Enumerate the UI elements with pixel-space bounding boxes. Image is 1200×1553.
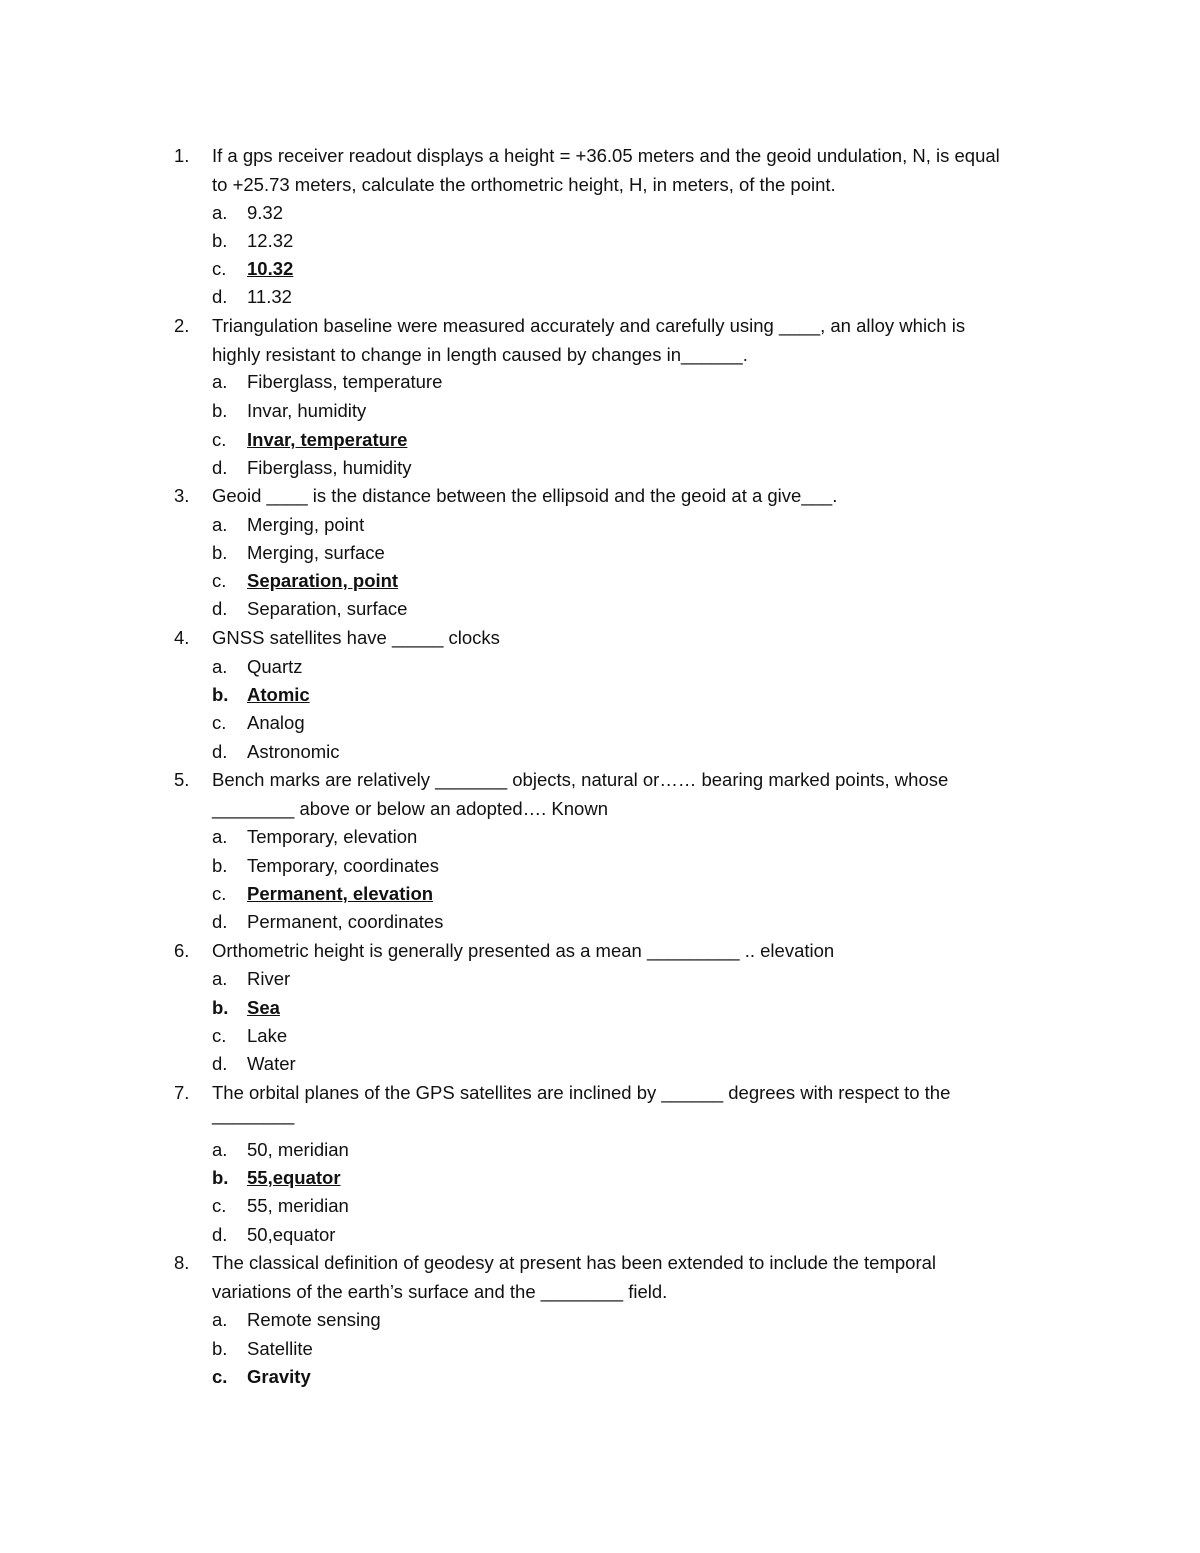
option-2d (0, 453, 1200, 482)
option-letter: d. (212, 1053, 228, 1074)
option-3b (0, 538, 1200, 567)
option-text: River (247, 968, 291, 989)
question-2 (0, 311, 1200, 365)
question-4 (0, 623, 1200, 652)
option-5c (0, 879, 1200, 908)
correct-answer: Invar, temperature (247, 429, 408, 450)
question-text: The orbital planes of the GPS satellites are inclined by ______ degrees with respect to the (212, 1082, 951, 1103)
option-7c (0, 1191, 1200, 1220)
question-text: Triangulation baseline were measured accurately and carefully using ____, an alloy which is (212, 315, 966, 336)
option-letter: b. (212, 684, 229, 705)
question-number: 7. (174, 1082, 190, 1103)
question-6 (0, 936, 1200, 965)
option-letter: d. (212, 598, 228, 619)
question-5 (0, 765, 1200, 819)
option-letter: c. (212, 258, 227, 279)
option-1c (0, 254, 1200, 283)
option-text: 12.32 (247, 230, 294, 251)
question-number: 5. (174, 769, 190, 790)
option-letter: a. (212, 1309, 228, 1330)
option-letter: c. (212, 1366, 228, 1387)
option-2b (0, 396, 1200, 425)
option-text: Merging, point (247, 514, 365, 535)
option-6b (0, 993, 1200, 1022)
option-letter: b. (212, 1167, 229, 1188)
option-7b (0, 1163, 1200, 1192)
option-7d (0, 1220, 1200, 1249)
option-letter: b. (212, 997, 229, 1018)
option-text: Merging, surface (247, 542, 385, 563)
option-5d (0, 907, 1200, 936)
option-letter: d. (212, 457, 228, 478)
option-text: 55, meridian (247, 1195, 349, 1216)
option-text: 11.32 (247, 286, 292, 307)
correct-answer: Permanent, elevation (247, 883, 434, 904)
option-5b (0, 851, 1200, 880)
question-text-continued: ________ (212, 1104, 295, 1125)
question-number: 1. (174, 145, 190, 166)
question-8 (0, 1248, 1200, 1302)
option-text: Temporary, elevation (247, 826, 418, 847)
option-letter: c. (212, 1025, 227, 1046)
option-1b (0, 226, 1200, 255)
option-letter: a. (212, 656, 228, 677)
question-text: Geoid ____ is the distance between the ellipsoid and the geoid at a give___. (212, 485, 838, 506)
option-letter: a. (212, 514, 228, 535)
option-letter: b. (212, 1338, 228, 1359)
option-5a (0, 822, 1200, 851)
option-4c (0, 708, 1200, 737)
option-letter: a. (212, 202, 228, 223)
question-7 (0, 1078, 1200, 1125)
option-letter: b. (212, 230, 228, 251)
question-number: 4. (174, 627, 190, 648)
question-text: If a gps receiver readout displays a height = +36.05 meters and the geoid undulation, N, is equal (212, 145, 1000, 166)
option-text: Lake (247, 1025, 288, 1046)
option-letter: b. (212, 400, 228, 421)
option-text: Temporary, coordinates (247, 855, 439, 876)
option-text: Permanent, coordinates (247, 911, 444, 932)
option-text: Remote sensing (247, 1309, 381, 1330)
option-letter: d. (212, 911, 228, 932)
option-4d (0, 737, 1200, 766)
question-text-continued: variations of the earth’s surface and the ________ field. (212, 1281, 668, 1302)
option-text: Satellite (247, 1338, 313, 1359)
option-letter: a. (212, 968, 228, 989)
question-1 (0, 141, 1200, 195)
option-4a (0, 652, 1200, 681)
correct-answer: 10.32 (247, 258, 294, 279)
option-letter: c. (212, 712, 227, 733)
option-2c (0, 425, 1200, 454)
option-text: 50,equator (247, 1224, 336, 1245)
option-letter: d. (212, 286, 228, 307)
question-text: Orthometric height is generally presented as a mean _________ .. elevation (212, 940, 835, 961)
option-letter: c. (212, 429, 227, 450)
option-letter: d. (212, 1224, 228, 1245)
option-text: 9.32 (247, 202, 284, 223)
option-letter: c. (212, 1195, 227, 1216)
correct-answer: Sea (247, 997, 280, 1018)
question-number: 6. (174, 940, 190, 961)
option-text: Astronomic (247, 741, 340, 762)
option-text: Quartz (247, 656, 303, 677)
option-8c (0, 1362, 1200, 1391)
option-3c (0, 566, 1200, 595)
question-number: 3. (174, 485, 190, 506)
option-letter: a. (212, 371, 228, 392)
question-text: GNSS satellites have _____ clocks (212, 627, 500, 648)
option-text: 50, meridian (247, 1139, 349, 1160)
option-3d (0, 594, 1200, 623)
option-letter: d. (212, 741, 228, 762)
correct-answer: Separation, point (247, 570, 399, 591)
question-text-continued: to +25.73 meters, calculate the orthometric height, H, in meters, of the point. (212, 174, 836, 195)
correct-answer: Gravity (247, 1366, 311, 1387)
question-3 (0, 481, 1200, 510)
option-letter: b. (212, 855, 228, 876)
option-8b (0, 1334, 1200, 1363)
correct-answer: Atomic (247, 684, 310, 705)
option-6c (0, 1021, 1200, 1050)
question-text-continued: highly resistant to change in length caused by changes in______. (212, 344, 748, 365)
option-text: Fiberglass, humidity (247, 457, 412, 478)
option-letter: a. (212, 826, 228, 847)
option-6a (0, 964, 1200, 993)
option-4b (0, 680, 1200, 709)
question-text: Bench marks are relatively _______ objects, natural or…… bearing marked points, whose (212, 769, 949, 790)
option-letter: c. (212, 883, 227, 904)
option-1a (0, 198, 1200, 227)
option-1d (0, 282, 1200, 311)
option-6d (0, 1049, 1200, 1078)
option-text: Fiberglass, temperature (247, 371, 443, 392)
option-2a (0, 367, 1200, 396)
option-text: Water (247, 1053, 296, 1074)
option-text: Separation, surface (247, 598, 408, 619)
question-number: 8. (174, 1252, 190, 1273)
option-letter: a. (212, 1139, 228, 1160)
option-letter: b. (212, 542, 228, 563)
option-3a (0, 510, 1200, 539)
question-text: The classical definition of geodesy at present has been extended to include the temporal (212, 1252, 937, 1273)
correct-answer: 55,equator (247, 1167, 341, 1188)
option-letter: c. (212, 570, 227, 591)
question-number: 2. (174, 315, 190, 336)
option-8a (0, 1305, 1200, 1334)
option-text: Analog (247, 712, 305, 733)
option-7a (0, 1135, 1200, 1164)
question-text-continued: ________ above or below an adopted…. Known (212, 798, 608, 819)
option-text: Invar, humidity (247, 400, 367, 421)
